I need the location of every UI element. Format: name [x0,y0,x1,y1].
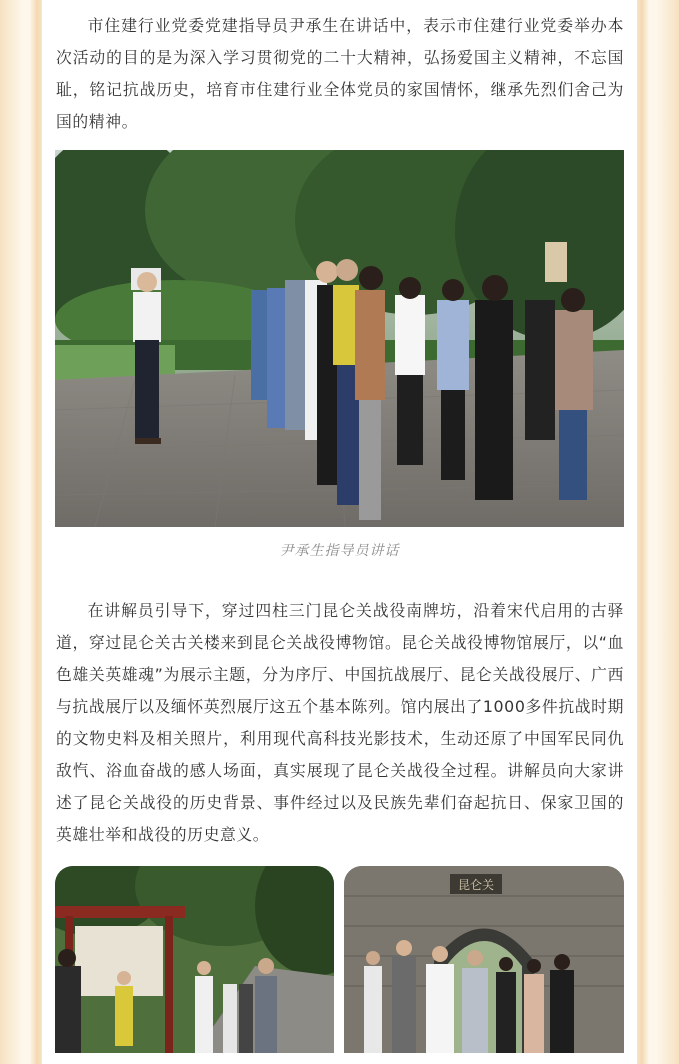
kunlun-gate-illustration [344,866,624,1053]
article-paragraph-2: 在讲解员引导下，穿过四柱三门昆仑关战役南牌坊，沿着宋代启用的古驿道，穿过昆仑关古关楼来到昆仑关战役博物馆。昆仑关战役博物馆展厅，以“血色雄关英雄魂”为展示主题，分为序厅、中国抗战展厅、昆仑关战役展厅、广西与抗战展厅以及缅怀英烈展厅这五个基本陈列。馆内展出了1000多件抗战时期的文物史料及相关照片，利用现代高科技光影技术，生动还原了中国军民同仇敌忾、浴血奋战的感人场面，真实展现了昆仑关战役全过程。讲解员向大家讲述了昆仑关战役的历史背景、事件经过以及民族先辈们奋起抗日、保家卫国的英雄壮举和战役的历史意义。 [56,601,624,844]
photo-speech-group[interactable] [55,150,624,527]
article-card [42,0,637,1064]
gate-plaque-text: 昆仑关 [457,878,495,892]
speech-group-illustration [55,150,624,527]
photo-museum-walkway[interactable] [55,866,334,1053]
photo-kunlun-gate[interactable] [344,866,624,1053]
photo-caption: 尹承生指导员讲话 [279,543,400,559]
article-paragraph-1: 市住建行业党委党建指导员尹承生在讲话中，表示市住建行业党委举办本次活动的目的是为深入学习贯彻党的二十大精神，弘扬爱国主义精神，不忘国耻，铭记抗战历史，培育市住建行业全体党员的家国情怀，继承先烈们舍己为国的精神。 [56,16,624,131]
walkway-illustration [55,866,334,1053]
